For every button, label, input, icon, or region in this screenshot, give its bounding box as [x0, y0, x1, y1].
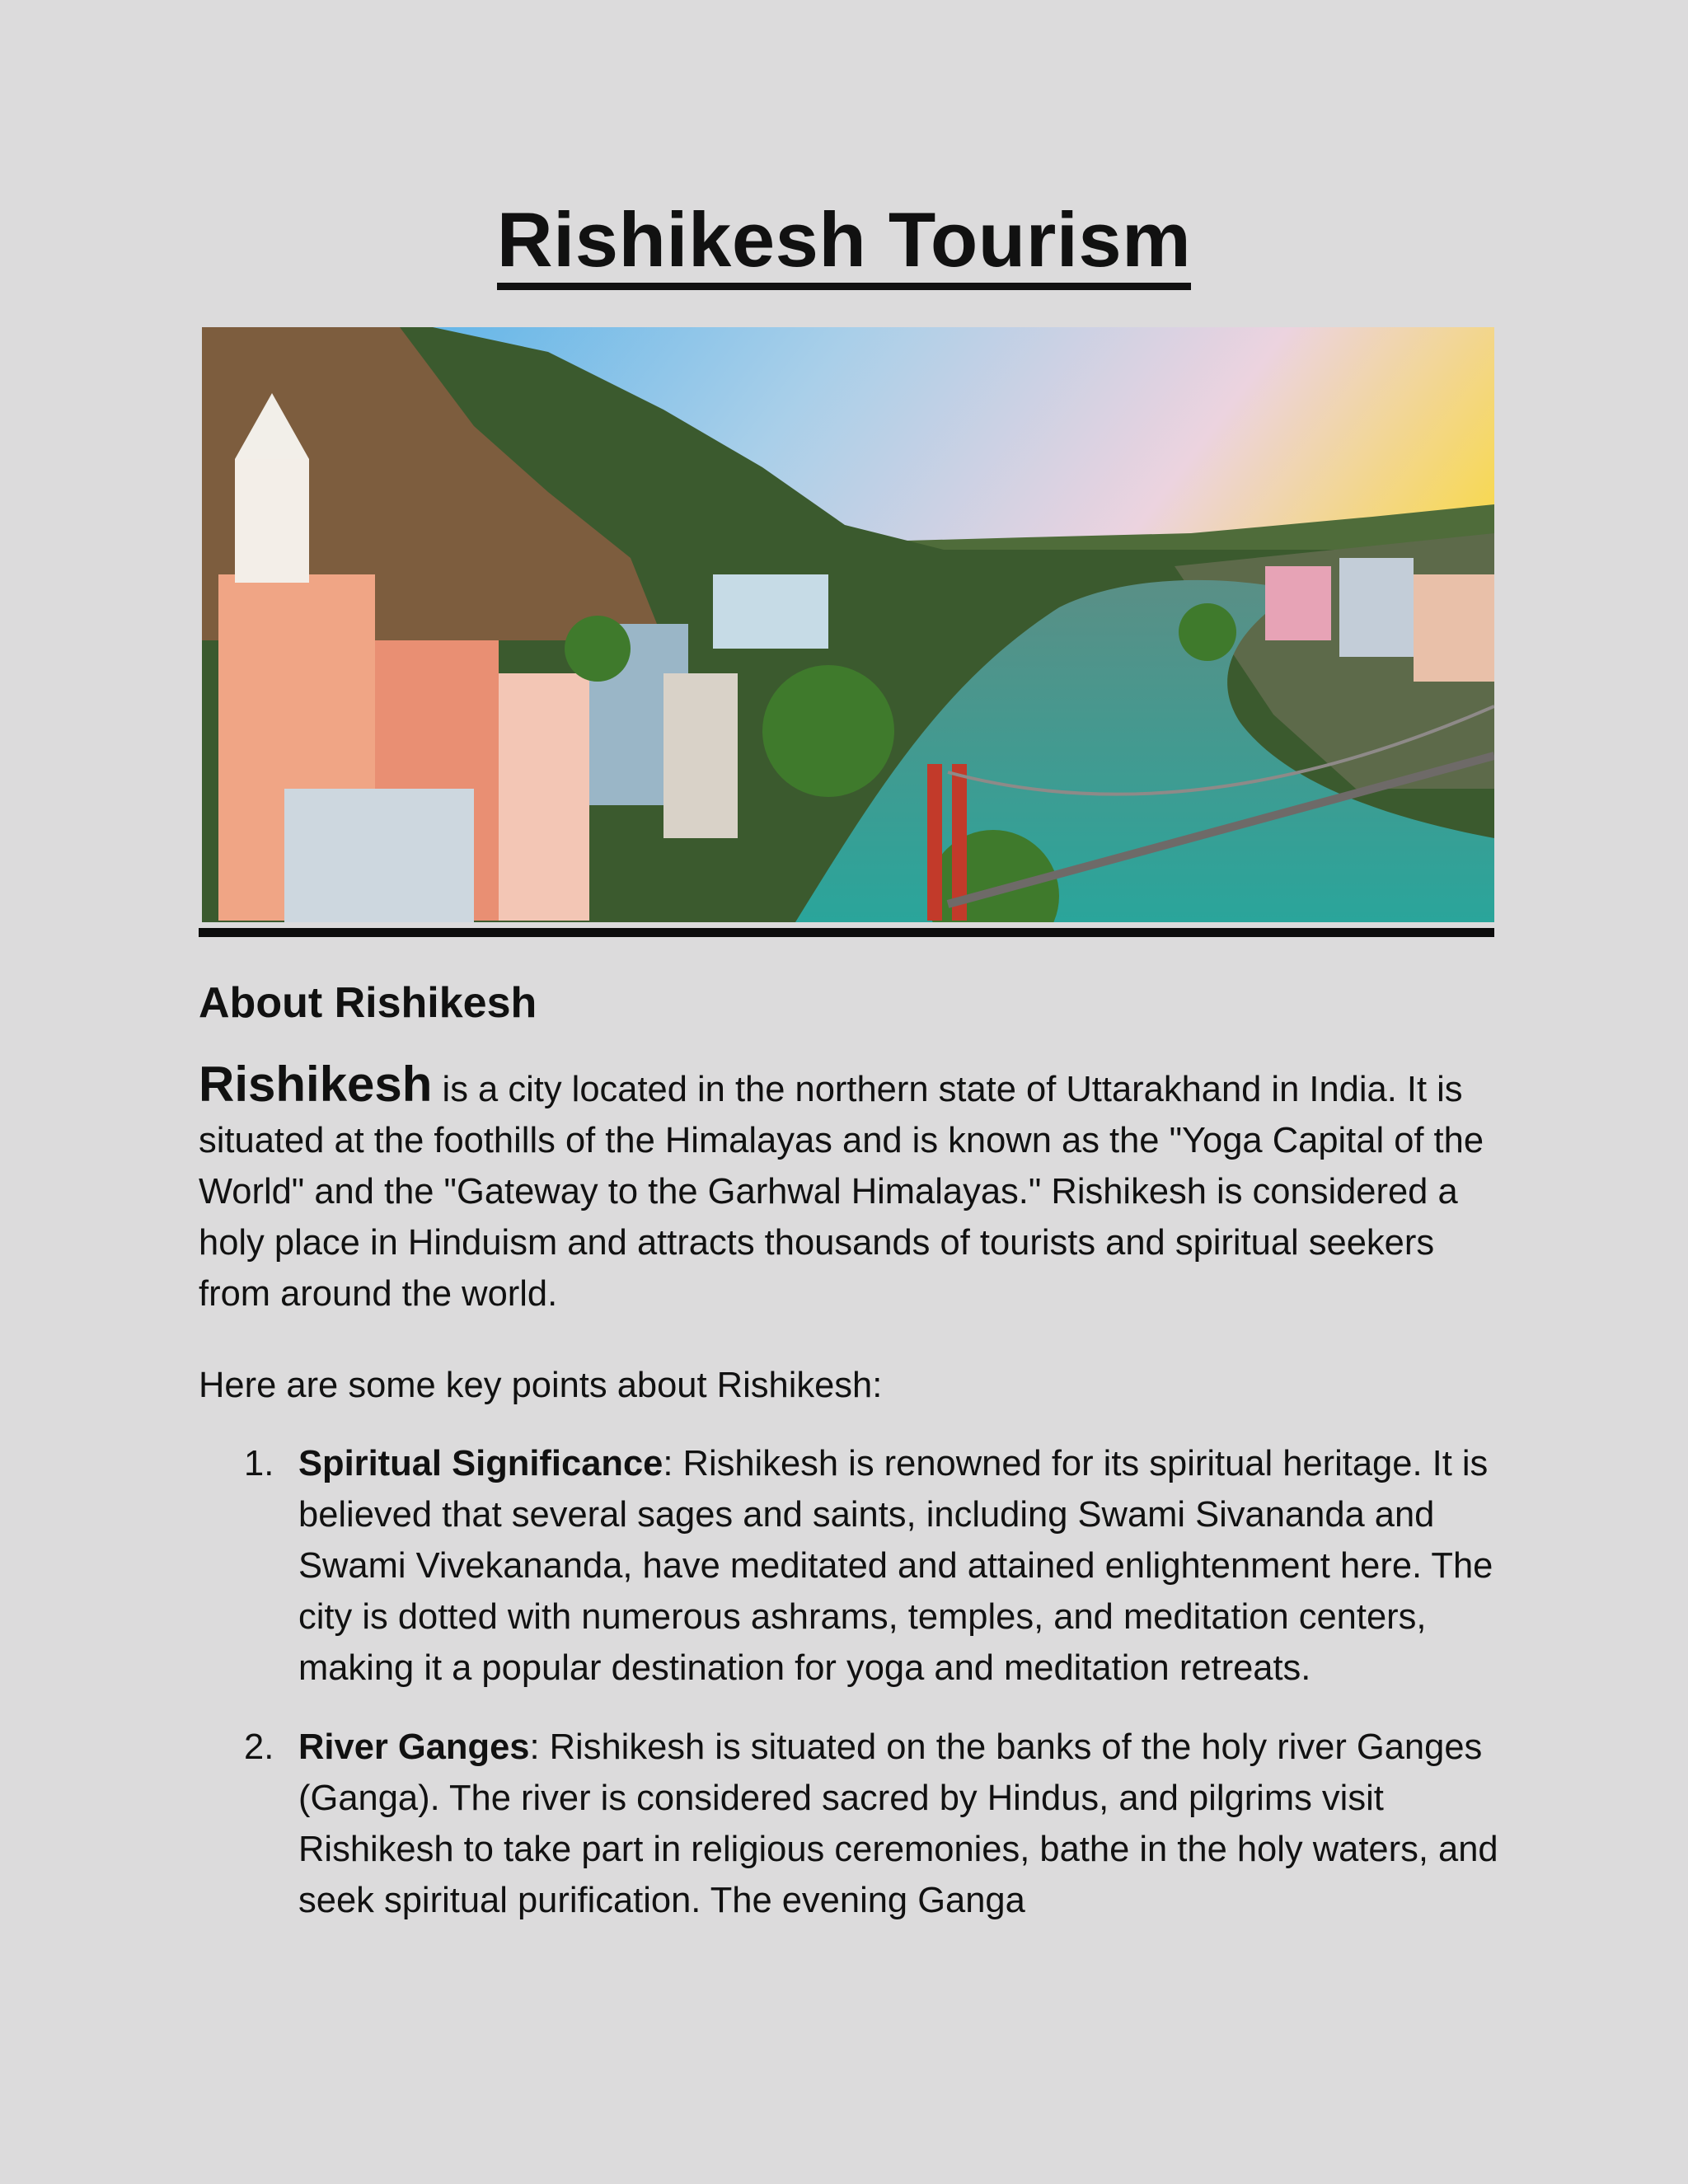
list-item-body	[298, 1438, 1502, 1694]
list-item-text: : Rishikesh is situated on the banks of the holy river Ganges (Ganga). The river is considered sacred by Hindus, and pilgrims visit Rishikesh to take part in religious ceremonies, bathe in the holy waters, and seek spiritual purification. The evening Ganga	[298, 1727, 1498, 1920]
list-item-body	[298, 1722, 1502, 1926]
points-lead: Here are some key points about Rishikesh:	[199, 1366, 883, 1405]
list-item-title: River Ganges	[298, 1727, 530, 1767]
hero-image	[202, 327, 1494, 922]
rishikesh-landscape-illustration	[202, 327, 1494, 922]
list-item-text: : Rishikesh is renowned for its spiritual heritage. It is believed that several sages and saints, including Swami Sivananda and Swami Vivekananda, have meditated and attained enlightenment here. The city is dotted with numerous ashrams, temples, and meditation centers, making it a popular destination for yoga and meditation retreats.	[298, 1444, 1493, 1688]
list-item	[0, 1438, 1688, 1694]
page-title-text: Rishikesh Tourism	[497, 196, 1192, 290]
list-item	[0, 1722, 1688, 1926]
intro-text: is a city located in the northern state of Uttarakhand in India. It is situated at the foothills of the Himalayas and is known as the "Yoga Capital of the World" and the "Gateway to the Garhwal Himalayas." Rishikesh is considered a holy place in Hinduism and attracts thousands of tourists and spiritual seekers from around the world.	[199, 1070, 1484, 1314]
list-item-title: Spiritual Significance	[298, 1444, 663, 1483]
hero-divider	[199, 928, 1494, 937]
page-title	[0, 194, 1688, 285]
intro-lead-word: Rishikesh	[199, 1057, 433, 1112]
list-item-number: 1.	[244, 1444, 274, 1483]
key-points-list	[0, 1438, 1688, 1954]
intro-paragraph	[199, 1059, 1509, 1319]
list-item-number: 2.	[244, 1727, 274, 1767]
section-heading: About Rishikesh	[199, 979, 537, 1027]
